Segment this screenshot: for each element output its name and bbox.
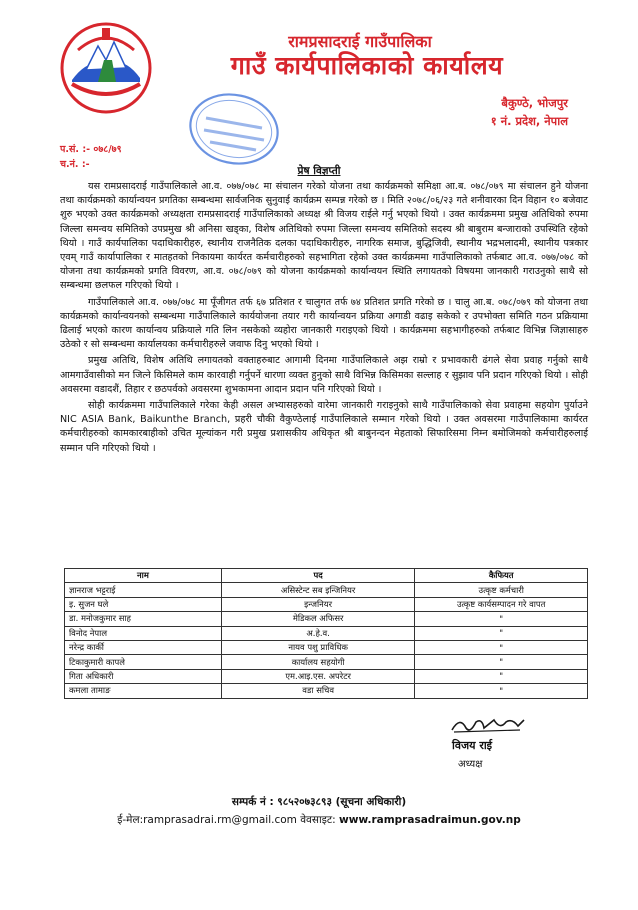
- email-text: ई-मेल:ramprasadrai.rm@gmail.com वेवसाइट:: [117, 814, 336, 826]
- cell-remarks: ": [415, 640, 588, 654]
- reference-number: प.सं. :- ०७८/७९: [60, 144, 122, 155]
- cell-position: इन्जनियर: [221, 597, 415, 611]
- paragraph: सोही कार्यक्रममा गाउँपालिकाले गरेका केही असल अभ्यासहरुको वारेमा जानकारी गराइनुको साथै गाउँपालिकाको सेवा प्रवाहमा सहयोग पुर्याउने NIC ASIA Bank, Baikunthe Branch, प्रहरी चौकी वैकुण्ठेलाई गाउँपालिकाले सम्मान गरेको थियो । उक्त अवसरमा गाउँपालिकामा कार्यरत कर्मचारीहरुको कामकारबाहीको उचित मूल्यांकन गरी प्रमुख प्रशासकीय अधिकृत श्री बाबुनन्दन मेहताको सिफारिसमा निम्न बमोजिमको कर्मचारीहरुलाई सम्मान पनि गरिएको थियो ।: [60, 400, 588, 454]
- contact-number: सम्पर्क नं : ९८५२०७३८९३ (सूचना अधिकारी): [231, 796, 407, 808]
- dispatch-number: च.नं. :-: [60, 159, 90, 170]
- cell-position: नायव पशु प्राविधिक: [221, 640, 415, 654]
- cell-name: इ. सुजन घले: [65, 597, 222, 611]
- address-line-1: बैकुण्ठे, भोजपुर: [501, 96, 568, 110]
- cell-name: विनोद नेपाल: [65, 626, 222, 640]
- cell-name: नरेन्द्र कार्की: [65, 640, 222, 654]
- signatory-name: विजय राई: [452, 739, 493, 752]
- cell-remarks: उत्कृष्ट कार्यसम्पादन गरे वापत: [415, 597, 588, 611]
- table-row: [65, 684, 588, 698]
- cell-position: असिस्टेन्ट सब इन्जिनियर: [221, 583, 415, 597]
- footer-email-website: [0, 813, 638, 827]
- column-header-name: नाम: [65, 569, 222, 583]
- press-release-body: [60, 180, 588, 458]
- column-header-position: पद: [221, 569, 415, 583]
- paragraph: प्रमुख अतिथि, विशेष अतिथि लगायतको वक्ताहरुबाट आगामी दिनमा गाउँपालिकाले अझ राम्रो र प्रभावकारी ढंगले सेवा प्रवाह गर्नुको साथै आमगाउँवासीको मन जित्ने किसिमले काम कारवाही गर्नुपर्ने धारणा व्यक्त हुनुको साथै विभिन्न किसिमका सल्लाह र सुझाव पनि प्रदान गरिएको थियो । सोही अवसरमा वडादशैं, तिहार र छठपर्वको अवसरमा शुभकामना आदान प्रदान पनि गरिएको थियो ।: [60, 355, 588, 395]
- cell-remarks: ": [415, 669, 588, 683]
- address-block: [491, 94, 568, 130]
- table-header-row: [65, 569, 588, 583]
- cell-remarks: ": [415, 684, 588, 698]
- handwritten-signature: [448, 714, 528, 736]
- table-row: [65, 669, 588, 683]
- paragraph: गाउँपालिकाले आ.व. ०७७/०७८ मा पूँजीगत तर्फ ६७ प्रतिशत र चालुगत तर्फ ७४ प्रतिशत प्रगति गरेको छ । चालु आ.ब. ०७८/०७९ को योजना तथा कार्यक्रमको कार्यान्वयनको सम्बन्धमा गाउँपालिकाले कार्ययोजना तयार गरी कार्यान्वयन प्रक्रिया अगाडी वढाइ सकेको र उपभोक्ता समिति गठन प्रक्रियामा ढिलाई भएको कारण कार्यान्वय प्रक्रियाले गति लिन नसकेको व्यहोरा जानकारी गराइएको थियो । कार्यक्रममा सहभागीहरुको तर्फबाट विभिन्न जिज्ञासाहरु उठेको र सो सम्बन्धमा कार्यालयका कर्मचारीहरुले जवाफ दिनु भएको थियो ।: [60, 296, 588, 351]
- table-row: [65, 583, 588, 597]
- honored-staff-table: [64, 568, 588, 699]
- cell-remarks: ": [415, 612, 588, 626]
- website-link[interactable]: www.ramprasadraimun.gov.np: [339, 814, 521, 826]
- cell-position: मेडिकल अफिसर: [221, 612, 415, 626]
- table-row: [65, 597, 588, 611]
- cell-position: वडा सचिव: [221, 684, 415, 698]
- cell-name: गिता अधिकारी: [65, 669, 222, 683]
- cell-remarks: उत्कृष्ट कर्मचारी: [415, 583, 588, 597]
- nepal-emblem-icon: [58, 20, 154, 116]
- table-row: [65, 655, 588, 669]
- table-row: [65, 612, 588, 626]
- office-name: गाउँ कार्यपालिकाको कार्यालय: [230, 51, 504, 80]
- cell-position: कार्यालय सहयोगी: [221, 655, 415, 669]
- press-release-title: प्रेष विज्ञप्ती: [297, 165, 341, 177]
- cell-name: ज्ञानराज भट्टराई: [65, 583, 222, 597]
- paragraph: यस रामप्रसादराई गाउँपालिकाले आ.व. ०७७/०७८ मा संचालन गरेको योजना तथा कार्यक्रमको समिक्षा आ.ब. ०७८/०७९ मा संचालन हुने योजना तथा कार्यक्रमको कार्यान्वयन प्रगतिका सम्बन्धमा सार्वजनिक सुनुवाई कार्यक्रम सम्पन्न गरेको छ । मिति २०७८/०६/२३ गते शनीवारका दिन विहान १० बजेवाट शुरु भएको उक्त कार्यक्रमको अध्यक्षता रामप्रसादराई गाउँपालिकाको अध्यक्ष श्री विजय राईले गर्नु भएको थियो । उक्त कार्यक्रममा प्रमुख अतिथिको रुपमा जिल्ला समन्वय समितिको उपप्रमुख श्री अनिसा खड्का, विशेष अतिथिको रुपमा जिल्ला समन्वय समितिको सदस्य श्री बाबुराम बन्जाराको उपस्थिति रहेको थियो । गाउँ कार्यपालिका पदाधिकारीहरु, स्थानीय राजनैतिक दलका पदाधिकारीहरु, नागरिक समाज, बुद्धिजिवी, स्थानीय भद्रभलादमी, स्थानीय पत्रकार एवम् गाउँ कार्यापालिका र मातहतको निकायमा कार्यरत कर्मचारीहरुको सहभागिता रहेको उक्त कार्यक्रममा गाउँपालिकाको तर्फबाट आ.व. ०७७/०७८ को योजना तथा कार्यक्रमको प्रगति विवरण, आ.व. ०७८/०७९ को योजना कार्यक्रमको कार्यान्वयन स्थिति लगायतको विषयमा जानकारी गराउनुको साथै सो सम्बन्धमा छलफल गरिएको थियो ।: [60, 181, 588, 292]
- cell-name: डा. मनोजकुमार साह: [65, 612, 222, 626]
- cell-position: एम.आइ.एस. अपरेटर: [221, 669, 415, 683]
- cell-remarks: ": [415, 655, 588, 669]
- address-line-2: १ नं. प्रदेश, नेपाल: [490, 114, 568, 128]
- official-stamp: [184, 88, 284, 170]
- cell-remarks: ": [415, 626, 588, 640]
- cell-position: अ.हे.व.: [221, 626, 415, 640]
- table-row: [65, 640, 588, 654]
- cell-name: कमला तामाङ: [65, 684, 222, 698]
- cell-name: टिकाकुमारी कापले: [65, 655, 222, 669]
- table-row: [65, 626, 588, 640]
- municipality-name: रामप्रसादराई गाउँपालिका: [288, 32, 432, 51]
- signatory-role: अध्यक्ष: [458, 759, 483, 770]
- column-header-remarks: कैफियत: [415, 569, 588, 583]
